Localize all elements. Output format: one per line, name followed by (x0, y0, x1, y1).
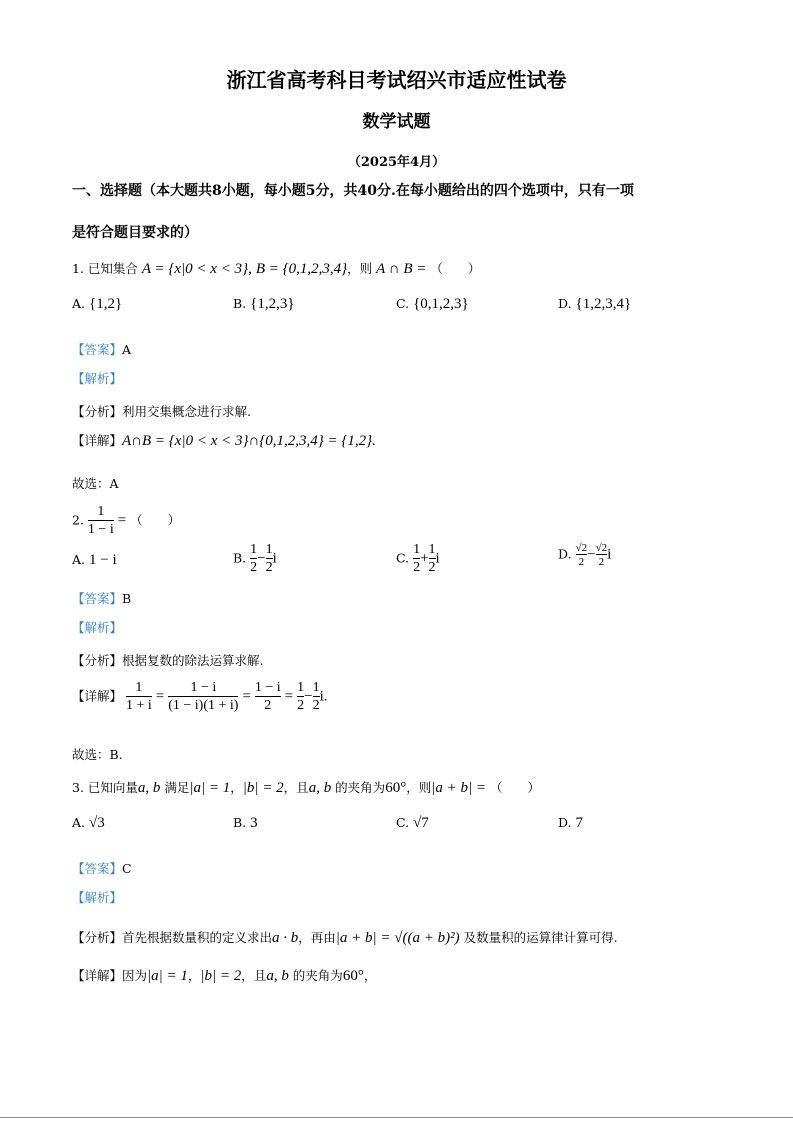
q1-fenxi (72, 402, 251, 420)
fenxi-text: 利用交集概念进行求解. (122, 404, 251, 419)
q3-option-c (396, 815, 429, 832)
q2-option-d (558, 542, 611, 568)
q3-stem-text: 满足 (164, 780, 190, 795)
option-label: A. (72, 552, 86, 567)
fenxi-tag: 【分析】 (72, 930, 123, 945)
q1-option-b (233, 296, 295, 313)
q3-detail (72, 966, 376, 985)
detail-text: ，且 (241, 968, 267, 983)
q3-stem-text: ，且 (283, 780, 309, 795)
option-value: 1 − i (89, 552, 117, 568)
q3-stem-text: ，则 (406, 780, 432, 795)
detail-tag: 【详解】 (72, 968, 123, 983)
option-label: B. (233, 815, 247, 830)
q1-set-b: B = {0,1,2,3,4} (255, 261, 348, 277)
option-label: B. (233, 550, 247, 566)
operator: − (587, 546, 596, 563)
option-value: √7 (413, 815, 429, 831)
q3-blank: （ ） (489, 780, 540, 795)
q3-stem-text: 的夹角为 (335, 780, 386, 795)
fraction (266, 542, 273, 576)
detail-cond2: |b| = 2 (200, 968, 242, 984)
q3-fenxi (72, 928, 618, 947)
q3-cond2: |b| = 2 (242, 780, 284, 796)
detail-tag: 【详解】 (72, 688, 123, 704)
page-title: 浙江省高考科目考试绍兴市适应性试卷 (226, 68, 567, 92)
operator: − (257, 550, 266, 567)
q1-option-c (396, 296, 469, 313)
q1-choice: 故选：A (72, 476, 119, 491)
fraction (255, 680, 281, 714)
denominator: 2 (297, 698, 305, 713)
option-value: 7 (575, 815, 584, 831)
imaginary-unit: i (607, 546, 612, 563)
q3-angle: 60° (385, 780, 407, 796)
q3-option-d (558, 815, 583, 832)
option-label: C. (396, 296, 410, 311)
q1-stem-prefix: 1. 已知集合 (72, 261, 138, 276)
analysis-tag: 【解析】 (72, 620, 123, 635)
numerator: 1 (97, 504, 105, 519)
q1-option-a (72, 296, 122, 313)
denominator: 2 (312, 698, 320, 713)
denominator: (1 − i)(1 + i) (168, 698, 239, 713)
option-label: A. (72, 815, 86, 830)
detail-vectors: a, b (266, 968, 289, 984)
option-label: B. (233, 296, 247, 311)
numerator: 1 (265, 542, 273, 557)
numerator: √2 (575, 542, 588, 554)
q2-detail (72, 680, 328, 714)
option-label: D. (558, 546, 572, 562)
answer-value: B (122, 591, 132, 606)
numerator: 1 (250, 542, 258, 557)
operator: + (420, 550, 429, 567)
q3-vectors: a, b (308, 780, 332, 796)
section-heading-line2: 是符合题目要求的） (72, 225, 198, 241)
q1-stem-mid: ，则 (347, 261, 373, 276)
option-label: D. (558, 296, 572, 311)
q2-stem (72, 504, 180, 538)
denominator: 2 (265, 560, 273, 575)
q3-stem-prefix: 3. 已知向量 (72, 780, 138, 795)
q1-option-d (558, 296, 631, 313)
numerator: 1 (297, 680, 305, 695)
fenxi-tag: 【分析】 (72, 653, 123, 668)
fenxi-expr: |a + b| = √((a + b)²) (335, 930, 460, 946)
q3-option-b (233, 815, 258, 832)
answer-tag: 【答案】 (72, 591, 123, 606)
fenxi-tag: 【分析】 (72, 404, 123, 419)
option-value: 3 (250, 815, 258, 831)
answer-value: C (122, 861, 132, 876)
detail-cond1: |a| = 1 (147, 968, 188, 984)
fraction (429, 542, 436, 576)
q1-blank: （ ） (430, 261, 481, 276)
q3-answer (72, 859, 132, 877)
numerator: √2 (595, 542, 608, 554)
section-heading-line1: 一、选择题（本大题共8小题，每小题5分，共40分.在每小题给出的四个选项中，只有一项 (72, 183, 634, 199)
q3-vectors: a, b (137, 780, 161, 796)
q1-stem: 1. 已知集合 A = {x|0 < x < 3}, B = {0,1,2,3,4}，则 A ∩ B = （ ） (72, 261, 481, 277)
numerator: 1 − i (254, 680, 281, 695)
q2-answer (72, 589, 131, 607)
numerator: 1 (312, 680, 320, 695)
q2-fenxi (72, 651, 264, 669)
page-subtitle: 数学试题 (362, 112, 431, 132)
detail-text: 的夹角为 (292, 968, 343, 983)
denominator: 2 (576, 554, 588, 568)
fenxi-text: ，再由 (298, 930, 336, 945)
answer-tag: 【答案】 (72, 342, 123, 357)
imaginary-unit: i (435, 550, 440, 567)
q2-option-c (396, 542, 440, 576)
numerator: 1 (135, 680, 143, 695)
detail-text: A∩B = {x|0 < x < 3}∩{0,1,2,3,4} = {1,2}. (122, 433, 376, 449)
q2-blank: （ ） (130, 512, 181, 528)
detail-text: 因为 (122, 968, 148, 983)
q2-option-a (72, 552, 117, 569)
fenxi-text: 及数量积的运算律计算可得. (463, 930, 618, 945)
comma: ， (230, 780, 243, 795)
denominator: 2 (250, 560, 258, 575)
fraction (576, 542, 588, 568)
option-label: C. (396, 815, 410, 830)
q1-analysis (72, 369, 122, 387)
comma: ， (187, 968, 201, 983)
equals: = (155, 688, 165, 705)
denominator: 1 + i (126, 698, 152, 713)
q2-analysis (72, 618, 122, 636)
q3-stem (72, 778, 540, 797)
equals: = (284, 688, 294, 705)
q1-expr: A ∩ B = (376, 261, 427, 277)
answer-value: A (122, 342, 132, 357)
equals: = (242, 688, 251, 705)
exam-date: （2025年4月） (347, 155, 446, 170)
denominator: 2 (596, 554, 608, 568)
analysis-tag: 【解析】 (72, 371, 123, 386)
fenxi-dot-product: a · b (272, 930, 299, 946)
equals: = (117, 512, 127, 529)
fraction (596, 542, 608, 568)
q2-stem-prefix: 2. (72, 512, 84, 528)
denominator: 1 − i (87, 522, 114, 537)
fraction (126, 680, 152, 714)
q3-expr: |a + b| = (431, 780, 486, 796)
option-value: {1,2} (89, 296, 123, 312)
q3-cond1: |a| = 1 (189, 780, 231, 796)
detail-tag: 【详解】 (72, 433, 123, 448)
denominator: 2 (428, 560, 436, 575)
denominator: 2 (255, 696, 281, 714)
denominator: 2 (413, 560, 421, 575)
option-value: √3 (89, 815, 105, 831)
q2-stem-fraction (88, 504, 114, 538)
q3-analysis (72, 888, 122, 906)
q2-choice: 故选：B. (72, 747, 123, 762)
detail-angle: 60° (342, 968, 364, 984)
analysis-tag: 【解析】 (72, 890, 123, 905)
q1-answer (72, 340, 131, 358)
numerator: 1 (413, 542, 421, 557)
option-value: {0,1,2,3} (413, 296, 469, 312)
imaginary-unit: i. (319, 688, 328, 705)
fenxi-text: 首先根据数量积的定义求出 (122, 930, 273, 945)
detail-text: ， (363, 968, 377, 983)
q2-option-b (233, 542, 277, 576)
option-label: C. (396, 550, 410, 566)
option-value: {1,2,3} (250, 296, 295, 312)
numerator: 1 − i (190, 680, 217, 695)
option-value: {1,2,3,4} (575, 296, 632, 312)
q3-option-a (72, 815, 105, 832)
fraction (313, 680, 320, 714)
fraction (168, 680, 238, 714)
q1-set-a: A = {x|0 < x < 3} (141, 261, 249, 277)
numerator: 1 (428, 542, 436, 557)
q1-detail (72, 431, 376, 450)
option-label: A. (72, 296, 86, 311)
fenxi-text: 根据复数的除法运算求解. (122, 653, 264, 668)
option-label: D. (558, 815, 572, 830)
imaginary-unit: i (272, 550, 277, 567)
page-bottom-rule (0, 1117, 793, 1118)
operator: − (304, 688, 313, 705)
answer-tag: 【答案】 (72, 861, 123, 876)
